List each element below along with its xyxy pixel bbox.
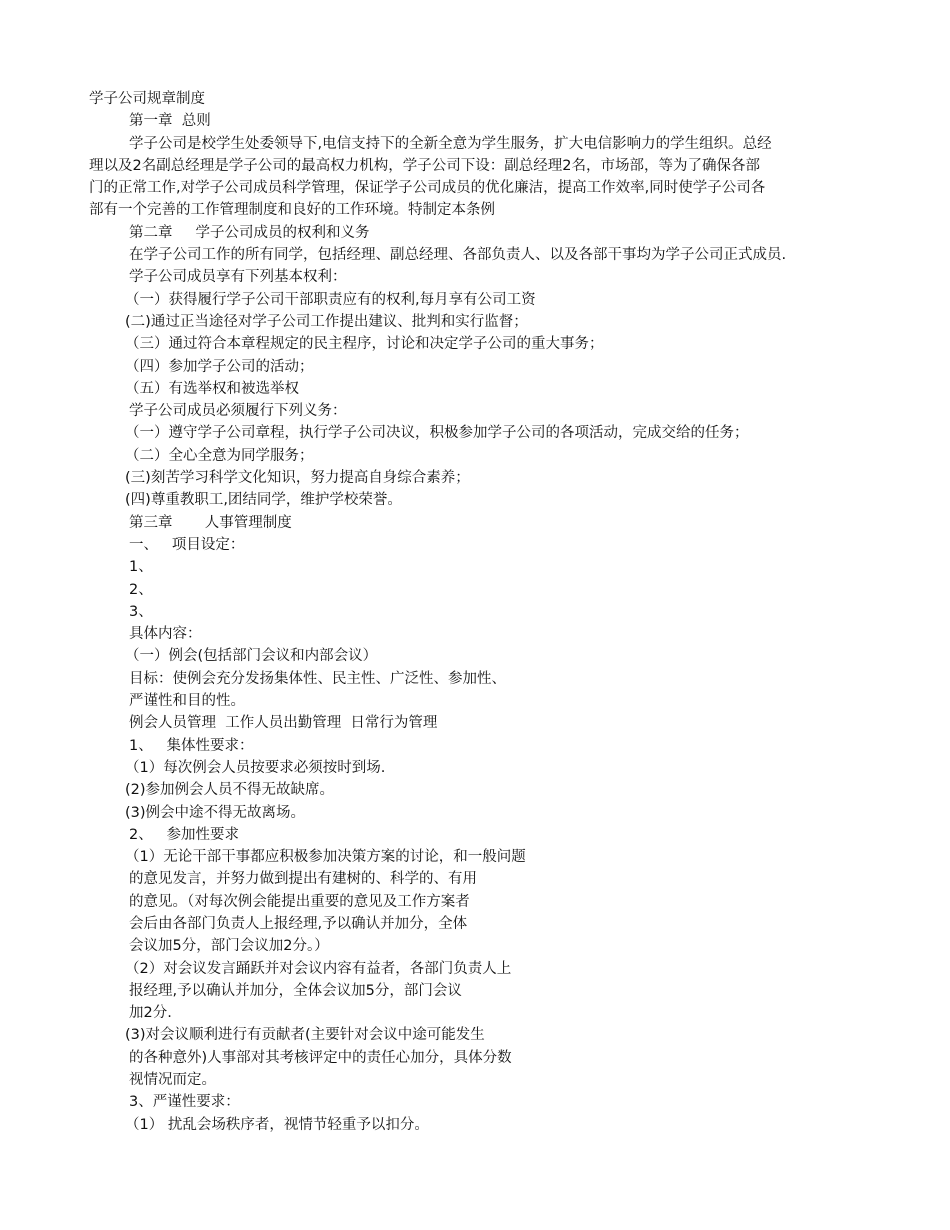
chapter-1-paragraph-line: 部有一个完善的工作管理制度和良好的工作环境。特制定本条例: [89, 202, 495, 219]
participation-line: 会议加5分，部门会议加2分。）: [129, 938, 329, 955]
rights-item: （一）获得履行学子公司干部职责应有的权利,每月享有公司工资: [125, 291, 536, 308]
chapter-1-paragraph-line: 学子公司是校学生处委领导下,电信支持下的全新全意为学生服务，扩大电信影响力的学生组织。总经: [129, 135, 772, 152]
participation-line: 报经理,予以确认并加分，全体会议加5分，部门会议: [129, 982, 462, 999]
content-label: 具体内容：: [129, 626, 202, 643]
participation-line: 加2分.: [129, 1005, 172, 1022]
collective-item: (3)例会中途不得无故离场。: [125, 804, 306, 821]
participation-line: （1）无论干部干事都应积极参加决策方案的讨论，和一般问题: [125, 849, 526, 866]
participation-line: （2）对会议发言踊跃并对会议内容有益者，各部门负责人上: [125, 960, 512, 977]
participation-line: 的意见。（对每次例会能提出重要的意见及工作方案者: [129, 893, 470, 910]
participation-line: 的各种意外)人事部对其考核评定中的责任心加分，具体分数: [129, 1049, 512, 1066]
collective-item: (2)参加例会人员不得无故缺席。: [125, 782, 335, 799]
chapter-2-members: 在学子公司工作的所有同学，包括经理、副总经理、各部负责人、以及各部干事均为学子公司正式成员.: [129, 247, 787, 264]
participation-heading: 2、 参加性要求: [129, 826, 240, 843]
rights-item: （四）参加学子公司的活动；: [125, 358, 314, 375]
duties-item: （二）全心全意为同学服务；: [125, 447, 314, 464]
rights-item: (二)通过正当途径对学子公司工作提出建议、批判和实行监督；: [125, 313, 528, 330]
chapter-1-paragraph-line: 理以及2名副总经理是学子公司的最高权力机构，学子公司下设：副总经理2名，市场部，等为了确保各部: [89, 157, 760, 174]
participation-line: (3)对会议顺利进行有贡献者(主要针对会议中途可能发生: [125, 1027, 485, 1044]
project-item: 2、: [129, 581, 153, 598]
participation-line: 的意见发言，并努力做到提出有建树的、科学的、有用: [129, 871, 477, 888]
duties-intro: 学子公司成员必须履行下列义务：: [129, 403, 347, 420]
project-setting: 一、 项目设定：: [129, 536, 245, 553]
chapter-1-paragraph-line: 门的正常工作,对学子公司成员科学管理，保证学子公司成员的优化廉洁，提高工作效率,同时使学子公司各: [89, 180, 766, 197]
rights-item: （五）有选举权和被选举权: [125, 380, 299, 397]
duties-item: (三)刻苦学习科学文化知识，努力提高自身综合素养；: [125, 470, 470, 487]
goal-line: 目标：使例会充分发扬集体性、民主性、广泛性、参加性、: [129, 670, 506, 687]
collective-heading: 1、 集体性要求：: [129, 737, 254, 754]
participation-line: 视情况而定。: [129, 1072, 216, 1089]
goal-line: 严谨性和目的性。: [129, 693, 245, 710]
chapter-3-heading: 第三章 人事管理制度: [129, 514, 292, 531]
rights-item: （三）通过符合本章程规定的民主程序，讨论和决定学子公司的重大事务；: [125, 336, 604, 353]
duties-item: (四)尊重教职工,团结同学，维护学校荣誉。: [125, 492, 402, 509]
project-item: 3、: [129, 603, 153, 620]
rigor-item: （1） 扰乱会场秩序者，视情节轻重予以扣分。: [125, 1116, 429, 1133]
duties-item: （一）遵守学子公司章程，执行学子公司决议，积极参加学子公司的各项活动，完成交给的任务；: [125, 425, 749, 442]
rights-intro: 学子公司成员享有下列基本权利：: [129, 269, 347, 286]
participation-line: 会后由各部门负责人上报经理,予以确认并加分，全体: [129, 915, 468, 932]
project-item: 1、: [129, 559, 153, 576]
chapter-1-heading: 第一章 总则: [129, 113, 211, 130]
document-title: 学子公司规章制度: [89, 91, 205, 107]
document-page: [89, 88, 869, 1136]
rigor-heading: 3、严谨性要求：: [129, 1094, 240, 1111]
meeting-heading: （一）例会(包括部门会议和内部会议）: [125, 648, 378, 665]
collective-item: （1）每次例会人员按要求必须按时到场.: [125, 759, 386, 776]
chapter-2-heading: 第二章 学子公司成员的权利和义务: [129, 224, 370, 241]
management-line: 例会人员管理 工作人员出勤管理 日常行为管理: [129, 715, 438, 732]
